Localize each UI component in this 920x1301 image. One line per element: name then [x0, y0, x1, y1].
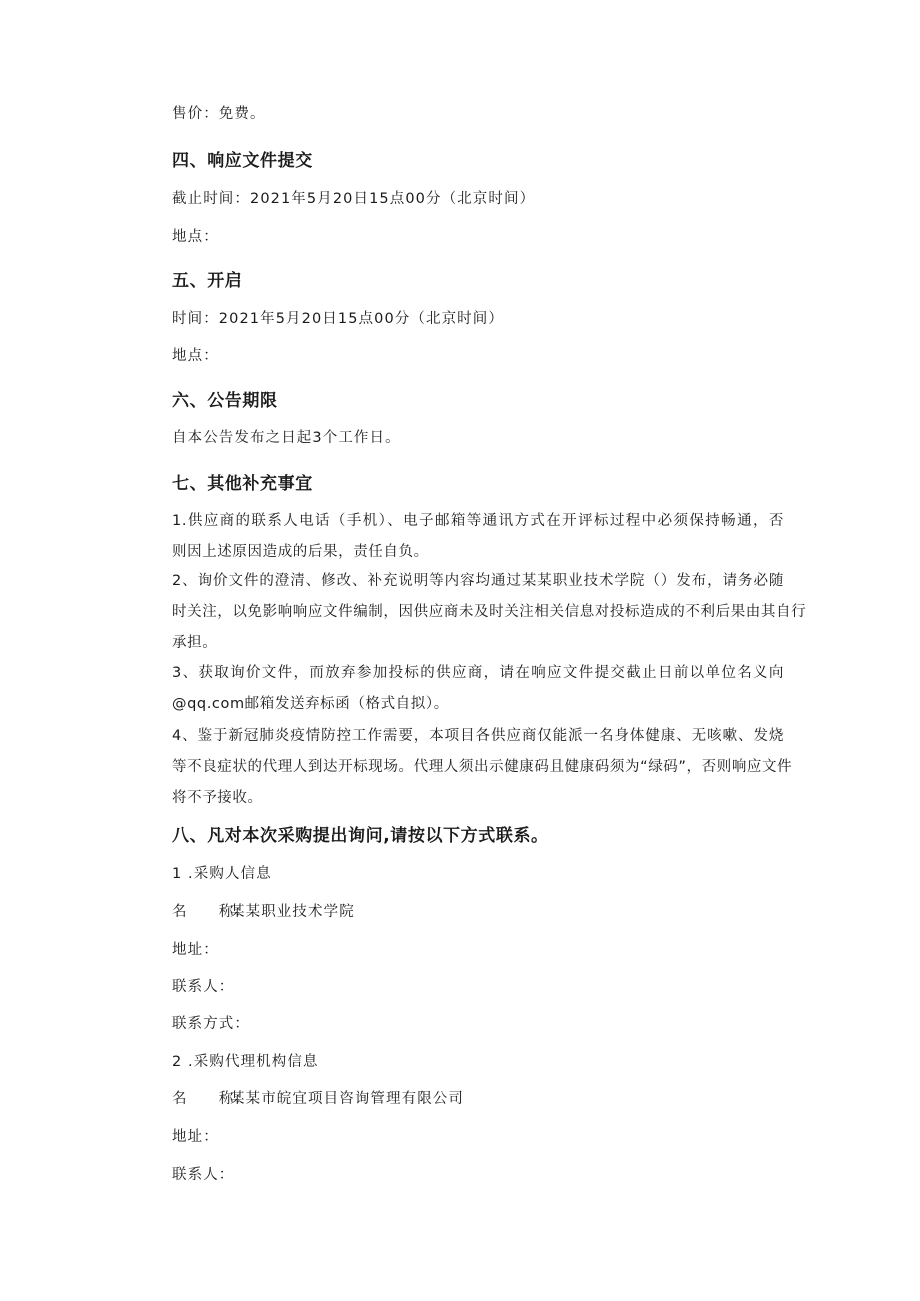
supplement-item-3-line-2: @qq.com邮箱发送弃标函（格式自拟）。 [172, 696, 449, 712]
section-7-heading: 七、其他补充事宜 [172, 474, 313, 494]
supplement-item-4-line-1: 4、鉴于新冠肺炎疫情防控工作需要，本项目各供应商仅能派一名身体健康、无咳嗽、发烧 [172, 728, 784, 744]
purchaser-name-value: 某某职业技术学院 [230, 904, 355, 920]
supplement-item-2-line-2: 时关注，以免影响响应文件编制，因供应商未及时关注相关信息对投标造成的不利后果由其自行 [172, 604, 807, 620]
section-8-heading: 八、凡对本次采购提出询问,请按以下方式联系。 [172, 826, 549, 846]
section-5-heading: 五、开启 [172, 271, 243, 291]
agency-name-value: 某某市皖宜项目咨询管理有限公司 [230, 1091, 464, 1107]
opening-time: 时间：2021年5月20日15点00分（北京时间） [172, 311, 504, 327]
agency-name-row [172, 1089, 464, 1109]
supplement-item-1-line-1: 1.供应商的联系人电话（手机）、电子邮箱等通讯方式在开评标过程中必须保持畅通，否 [172, 513, 784, 529]
purchaser-address: 地址： [172, 942, 219, 958]
opening-location: 地点： [172, 348, 219, 364]
purchaser-info-title: 1 .采购人信息 [172, 866, 272, 882]
supplement-item-4 [172, 721, 793, 814]
agency-address: 地址： [172, 1129, 219, 1145]
supplement-item-1-line-2: 则因上述原因造成的后果，责任自负。 [172, 544, 429, 560]
section-6-heading: 六、公告期限 [172, 391, 278, 411]
supplement-item-2-line-1: 2、询价文件的澄清、修改、补充说明等内容均通过某某职业技术学院（）发布，请务必随 [172, 573, 784, 589]
purchaser-name-row [172, 902, 355, 922]
supplement-item-2-line-3: 承担。 [172, 635, 218, 651]
purchaser-contact-method: 联系方式： [172, 1016, 250, 1032]
supplement-item-2 [172, 566, 807, 659]
section-4-heading: 四、响应文件提交 [172, 151, 313, 171]
agency-contact: 联系人： [172, 1167, 235, 1183]
purchaser-contact: 联系人： [172, 979, 235, 995]
announcement-period: 自本公告发布之日起3个工作日。 [172, 430, 401, 446]
price-line: 售价：免费。 [172, 106, 266, 122]
supplement-item-3-line-1: 3、获取询价文件，而放弃参加投标的供应商，请在响应文件提交截止日前以单位名义向 [172, 665, 784, 681]
supplement-item-4-line-3: 将不予接收。 [172, 790, 263, 806]
supplement-item-4-line-2: 等不良症状的代理人到达开标现场。代理人须出示健康码且健康码须为“绿码”，否则响应文件 [172, 759, 793, 775]
submission-deadline: 截止时间：2021年5月20日15点00分（北京时间） [172, 191, 536, 207]
supplement-item-1 [172, 506, 784, 568]
supplement-item-3 [172, 658, 784, 720]
submission-location: 地点： [172, 229, 219, 245]
agency-info-title: 2 .采购代理机构信息 [172, 1054, 319, 1070]
purchaser-name-label: 名 称： [172, 904, 250, 920]
agency-name-label: 名 称： [172, 1091, 250, 1107]
